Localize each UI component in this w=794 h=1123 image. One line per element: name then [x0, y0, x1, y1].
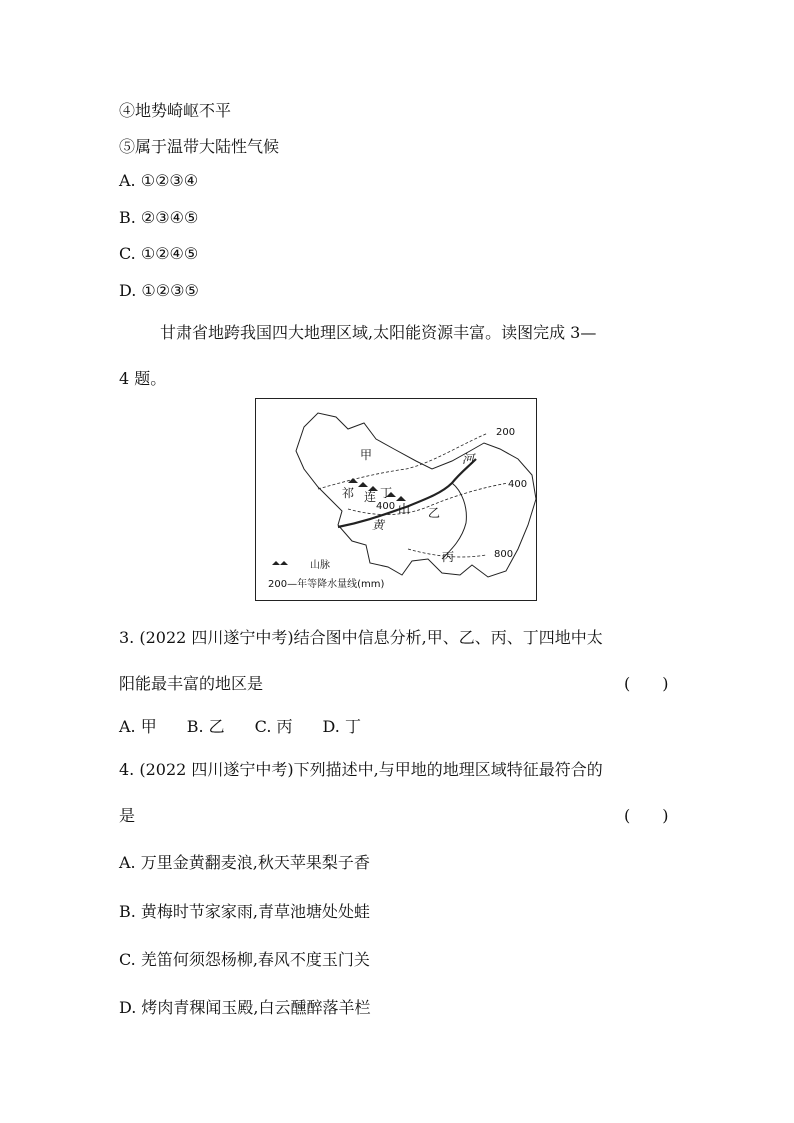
legend-isohyet-label: 200—年等降水量线(mm): [268, 579, 385, 590]
q4-option-a: A. 万里金黄翻麦浪,秋天苹果梨子香: [119, 853, 370, 872]
label-huang: 黄: [372, 518, 385, 532]
yellow-river: [338, 459, 476, 527]
q3-option-a: A. 甲: [119, 717, 157, 736]
q4-option-b: B. 黄梅时节家家雨,青草池塘处处蛙: [119, 902, 371, 921]
q3-option-b: B. 乙: [186, 717, 225, 736]
q4-line-1: 4. (2022 四川遂宁中考)下列描述中,与甲地的地理区域特征最符合的: [119, 760, 603, 779]
gansu-map-svg: [256, 399, 538, 602]
river-bend: [442, 483, 466, 559]
continued-option-4: ④地势崎岖不平: [119, 101, 232, 120]
q2-option-b: B. ②③④⑤: [119, 208, 199, 227]
q2-option-a: A. ①②③④: [119, 171, 199, 190]
qilian-mountains: [348, 478, 406, 501]
label-lian: 连: [364, 490, 377, 504]
label-qi: 祁: [342, 486, 355, 500]
label-he: 河: [462, 452, 475, 466]
q3-answer-paren: ( ): [624, 674, 669, 693]
q4-answer-paren: ( ): [624, 806, 669, 825]
gansu-map-figure: [255, 398, 537, 601]
q2-option-d: D. ①②③⑤: [119, 281, 199, 300]
q2-option-c: C. ①②④⑤: [119, 244, 199, 263]
isohyet-label-800: 800: [494, 549, 514, 560]
q3-option-c: C. 丙: [254, 717, 293, 736]
label-ding: 丁: [380, 486, 393, 500]
q4-option-c: C. 羌笛何须怨杨柳,春风不度玉门关: [119, 950, 370, 969]
continued-option-5: ⑤属于温带大陆性气候: [119, 137, 280, 156]
q3-line-1: 3. (2022 四川遂宁中考)结合图中信息分析,甲、乙、丙、丁四地中太: [119, 628, 603, 647]
legend-mountain-label: 山脉: [310, 560, 330, 571]
label-jia: 甲: [360, 448, 373, 462]
label-shan: 山: [398, 502, 411, 516]
intro-line-2: 4 题。: [119, 369, 167, 388]
q3-options: [119, 714, 391, 737]
q3-line-2: 阳能最丰富的地区是: [119, 674, 264, 693]
q4-option-d: D. 烤肉青稞闻玉殿,白云醺醉落羊栏: [119, 998, 371, 1017]
label-bing: 丙: [442, 550, 455, 564]
isohyet-label-200: 200: [496, 427, 516, 438]
isohyet-label-400-right: 400: [508, 479, 528, 490]
q3-option-d: D. 丁: [322, 717, 361, 736]
label-yi: 乙: [428, 506, 441, 520]
intro-line-1: 甘肃省地跨我国四大地理区域,太阳能资源丰富。读图完成 3—: [160, 323, 597, 342]
q4-line-2: 是: [119, 806, 136, 825]
isohyet-label-400-mid: 400: [376, 501, 396, 512]
legend-mountain-symbol: [272, 561, 288, 565]
